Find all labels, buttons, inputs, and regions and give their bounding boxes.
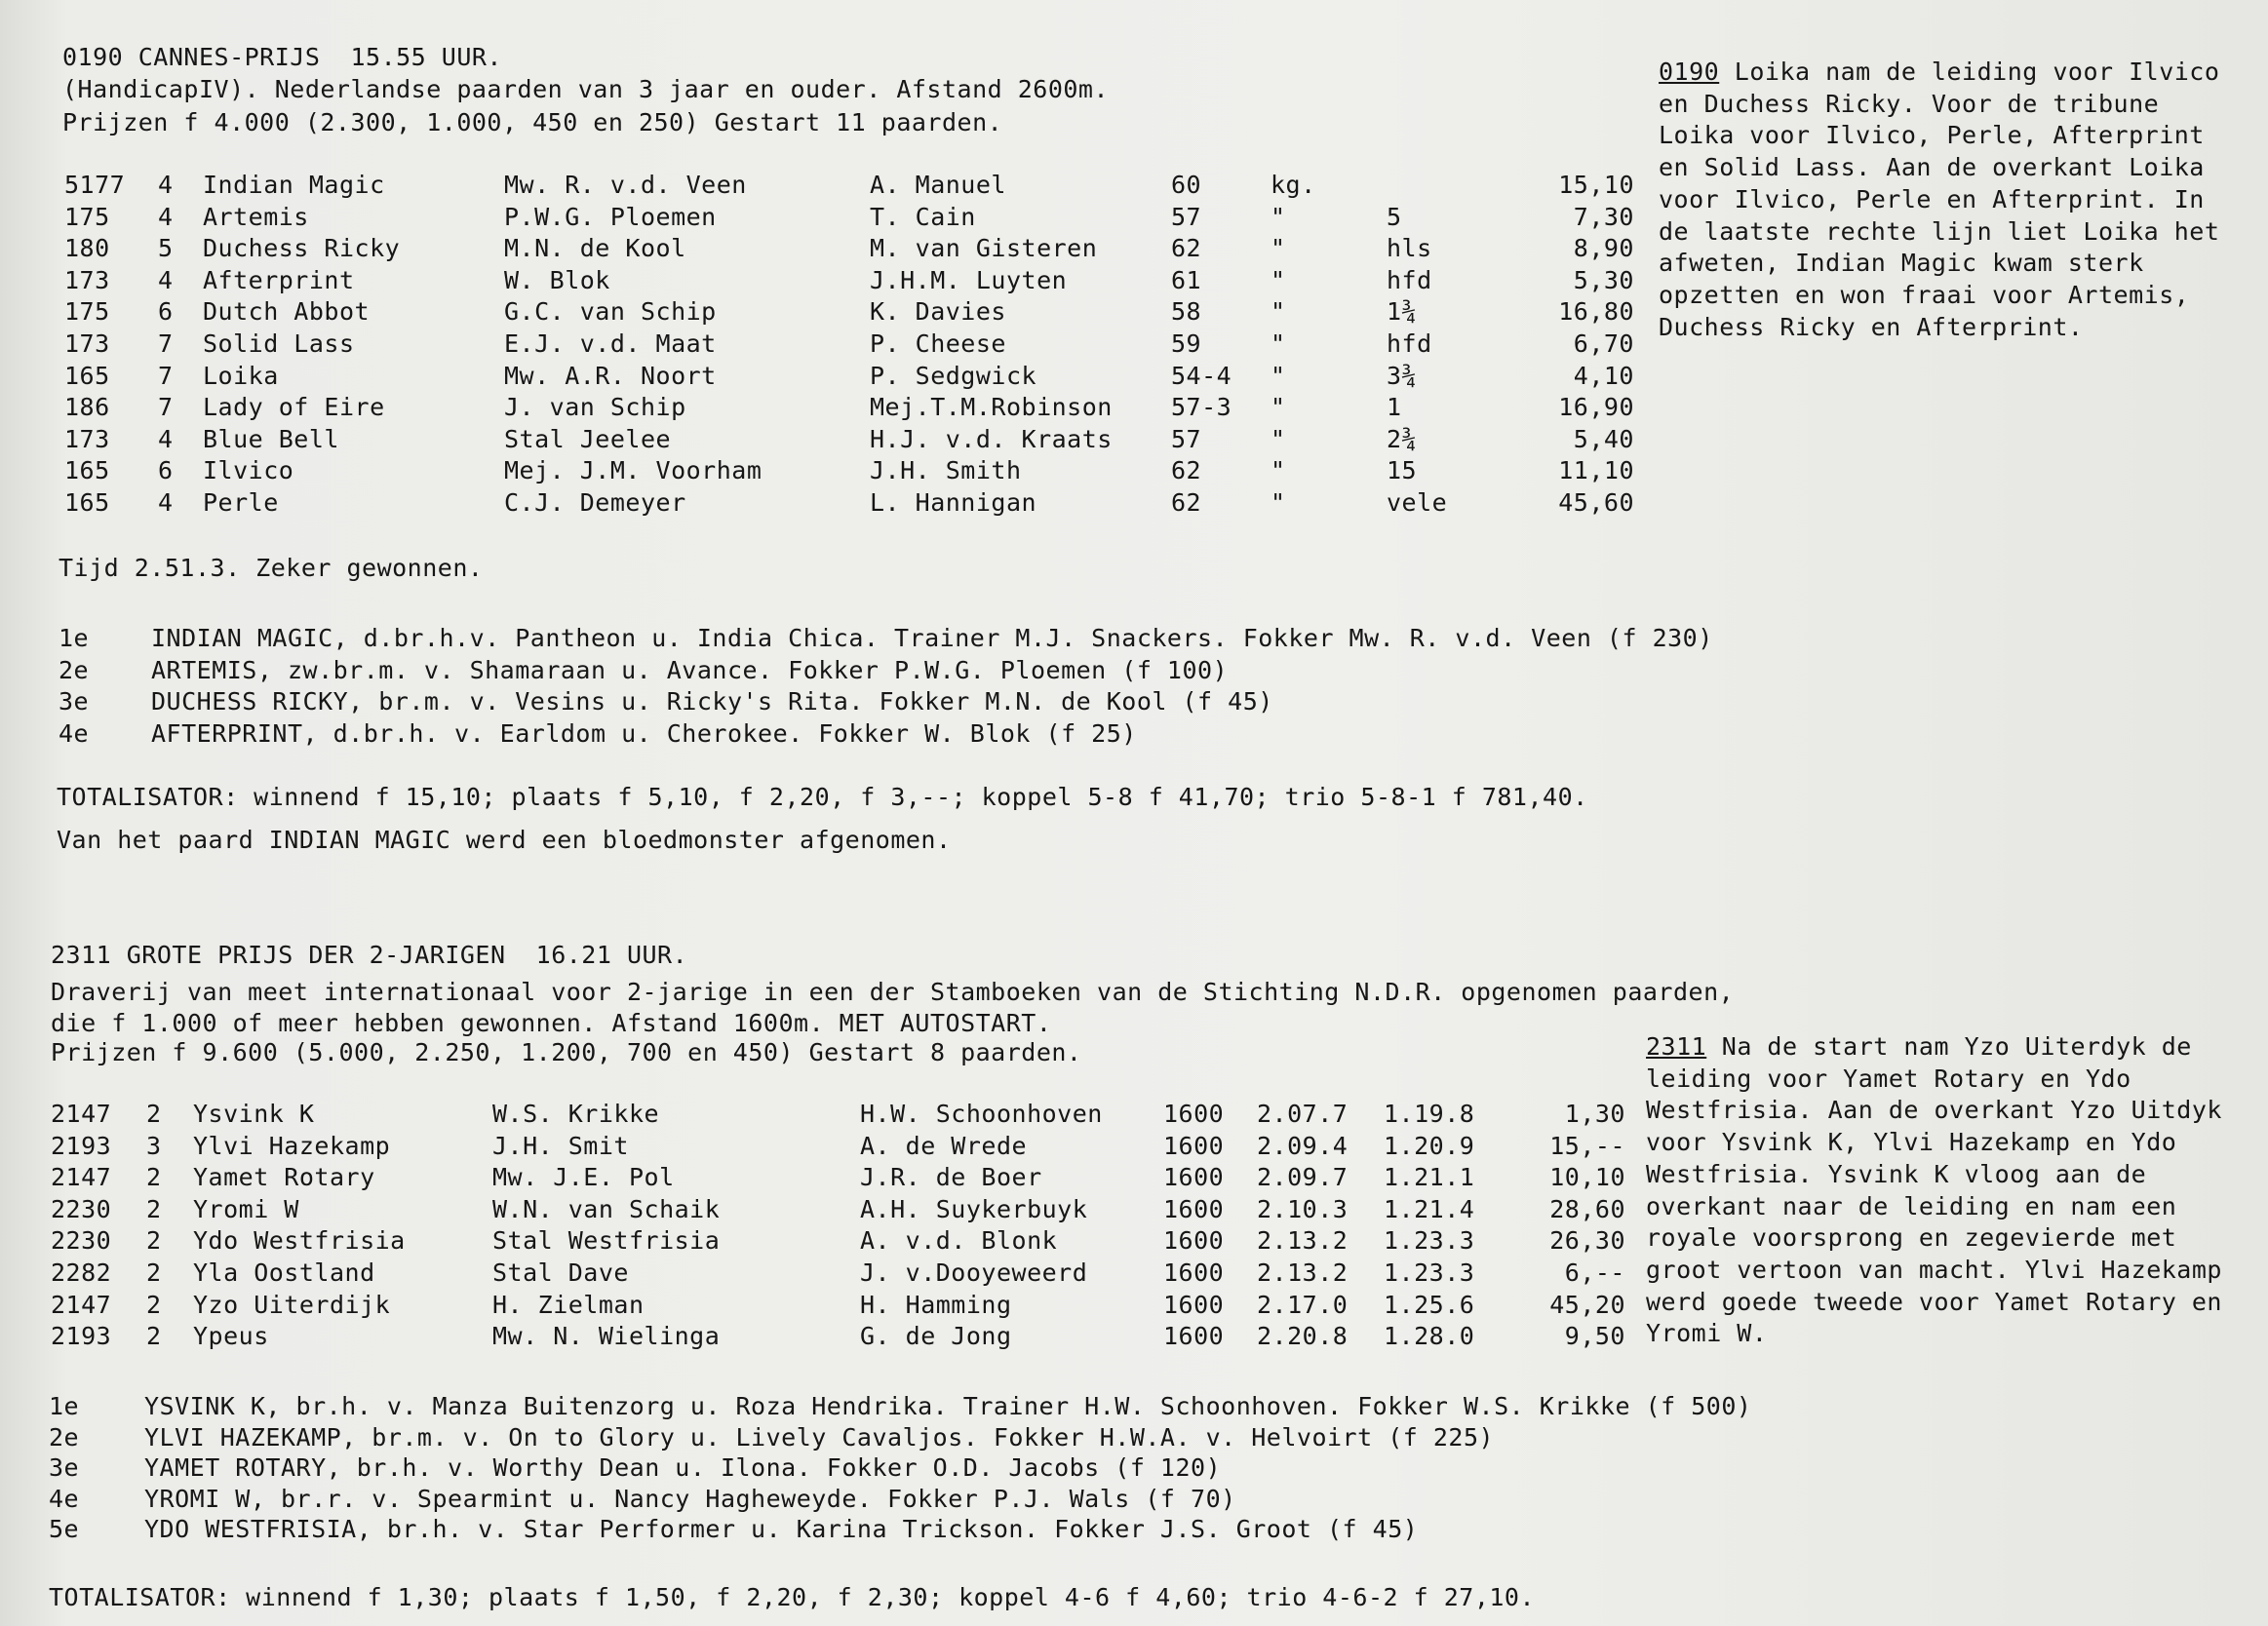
race2-result-time: 2.09.7 xyxy=(1257,1163,1349,1192)
race1-result-age: 4 xyxy=(158,488,174,517)
race2-result-ref: 2147 xyxy=(51,1100,112,1128)
race1-result-unit: " xyxy=(1271,202,1286,231)
race1-result-unit: " xyxy=(1271,456,1286,485)
race1-placing-position: 4e xyxy=(59,718,90,748)
race1-result-horse: Perle xyxy=(203,488,279,517)
race1-result-horse: Artemis xyxy=(203,202,309,231)
race2-result-time: 2.20.8 xyxy=(1257,1322,1349,1351)
race2-result-km-time: 1.23.3 xyxy=(1384,1258,1475,1287)
race2-result-ref: 2193 xyxy=(51,1131,112,1160)
race2-result-odds: 45,20 xyxy=(1549,1290,1625,1319)
race1-result-jockey: P. Cheese xyxy=(870,329,1006,358)
race1-result-age: 7 xyxy=(158,329,174,358)
race1-result-ref: 175 xyxy=(64,297,110,327)
race1-result-horse: Ilvico xyxy=(203,456,294,485)
race1-result-age: 7 xyxy=(158,361,174,390)
race2-result-odds: 15,-- xyxy=(1549,1131,1625,1160)
race1-result-ref: 186 xyxy=(64,393,110,422)
race2-result-km-time: 1.21.4 xyxy=(1384,1194,1475,1223)
race2-totalisator: TOTALISATOR: winnend f 1,30; plaats f 1,50, f 2,20, f 2,30; koppel 4-6 f 4,60; trio 4-6-2 f 27,10. xyxy=(49,1583,1536,1611)
race1-result-distance: hfd xyxy=(1387,329,1432,358)
race1-result-horse: Loika xyxy=(203,361,279,390)
race1-conditions: (HandicapIV). Nederlandse paarden van 3 jaar en ouder. Afstand 2600m. xyxy=(62,75,1110,103)
race2-result-driver: J.R. de Boer xyxy=(860,1163,1042,1192)
race1-result-row xyxy=(0,487,2268,519)
race1-result-odds: 15,10 xyxy=(1558,171,1634,199)
race1-result-unit: " xyxy=(1271,265,1286,294)
race1-result-horse: Duchess Ricky xyxy=(203,234,401,263)
race1-result-row xyxy=(0,392,2268,423)
race1-result-owner: E.J. v.d. Maat xyxy=(504,329,717,358)
race1-result-age: 7 xyxy=(158,393,174,422)
race2-result-horse: Yla Oostland xyxy=(193,1258,375,1287)
race2-result-distance: 1600 xyxy=(1163,1322,1225,1351)
race2-result-age: 2 xyxy=(146,1226,162,1256)
race2-result-horse: Ysvink K xyxy=(193,1100,315,1128)
race1-result-age: 4 xyxy=(158,202,174,231)
race2-result-driver: A.H. Suykerbuyk xyxy=(860,1194,1088,1223)
race1-result-age: 4 xyxy=(158,265,174,294)
race2-result-ref: 2282 xyxy=(51,1258,112,1287)
race2-result-ref: 2193 xyxy=(51,1322,112,1351)
race2-result-ref: 2147 xyxy=(51,1163,112,1192)
race2-result-time: 2.13.2 xyxy=(1257,1226,1349,1256)
race1-result-weight: 58 xyxy=(1171,297,1202,327)
race2-placing-position: 2e xyxy=(49,1422,80,1452)
race1-result-weight: 54-4 xyxy=(1171,361,1232,390)
race1-result-row xyxy=(0,361,2268,392)
race2-prizes: Prijzen f 9.600 (5.000, 2.250, 1.200, 700 en 450) Gestart 8 paarden. xyxy=(51,1038,1082,1066)
race2-result-km-time: 1.21.1 xyxy=(1384,1163,1475,1192)
race1-result-unit: " xyxy=(1271,393,1286,422)
race1-totalisator: TOTALISATOR: winnend f 15,10; plaats f 5,10, f 2,20, f 3,--; koppel 5-8 f 41,70; trio 5-8-1 f 781,40. xyxy=(57,783,1588,811)
race1-result-odds: 5,40 xyxy=(1573,424,1634,453)
race1-result-horse: Indian Magic xyxy=(203,171,385,199)
race2-result-owner: W.N. van Schaik xyxy=(492,1194,721,1223)
race2-result-age: 2 xyxy=(146,1258,162,1287)
race2-placing-position: 3e xyxy=(49,1453,80,1482)
race2-placing-position: 4e xyxy=(49,1484,80,1513)
race1-result-distance: 1 xyxy=(1387,393,1402,422)
race1-result-age: 4 xyxy=(158,424,174,453)
race1-result-owner: Mej. J.M. Voorham xyxy=(504,456,763,485)
race2-result-distance: 1600 xyxy=(1163,1131,1225,1160)
race2-result-owner: W.S. Krikke xyxy=(492,1100,660,1128)
race2-result-horse: Yzo Uiterdijk xyxy=(193,1290,391,1319)
race1-result-ref: 165 xyxy=(64,456,110,485)
race1-result-ref: 165 xyxy=(64,361,110,390)
race1-result-weight: 57-3 xyxy=(1171,393,1232,422)
race2-result-driver: A. v.d. Blonk xyxy=(860,1226,1058,1256)
race2-result-age: 2 xyxy=(146,1194,162,1223)
race1-result-odds: 6,70 xyxy=(1573,329,1634,358)
race1-result-ref: 5177 xyxy=(64,171,126,199)
race2-commentary-id: 2311 xyxy=(1646,1032,1707,1061)
race2-result-km-time: 1.28.0 xyxy=(1384,1322,1475,1351)
race2-result-time: 2.10.3 xyxy=(1257,1194,1349,1223)
race2-result-time: 2.17.0 xyxy=(1257,1290,1349,1319)
race2-result-odds: 28,60 xyxy=(1549,1194,1625,1223)
race2-result-age: 2 xyxy=(146,1163,162,1192)
race1-result-weight: 62 xyxy=(1171,456,1202,485)
race1-result-owner: P.W.G. Ploemen xyxy=(504,202,717,231)
race2-result-km-time: 1.23.3 xyxy=(1384,1226,1475,1256)
race2-placing-description: YDO WESTFRISIA, br.h. v. Star Performer u. Karina Trickson. Fokker J.S. Groot (f 45) xyxy=(144,1515,1419,1543)
race1-result-odds: 16,80 xyxy=(1558,297,1634,327)
race1-result-ref: 173 xyxy=(64,265,110,294)
race1-result-odds: 16,90 xyxy=(1558,393,1634,422)
race1-result-jockey: T. Cain xyxy=(870,202,976,231)
race1-placing-description: ARTEMIS, zw.br.m. v. Shamaraan u. Avance. Fokker P.W.G. Ploemen (f 100) xyxy=(151,655,1229,684)
race2-result-odds: 26,30 xyxy=(1549,1226,1625,1256)
race1-prizes: Prijzen f 4.000 (2.300, 1.000, 450 en 250) Gestart 11 paarden. xyxy=(62,108,1003,136)
race2-result-odds: 6,-- xyxy=(1564,1258,1625,1287)
race1-result-horse: Solid Lass xyxy=(203,329,355,358)
race1-result-owner: Mw. A.R. Noort xyxy=(504,361,717,390)
race2-result-age: 2 xyxy=(146,1290,162,1319)
race2-result-time: 2.09.4 xyxy=(1257,1131,1349,1160)
race2-result-driver: H. Hamming xyxy=(860,1290,1012,1319)
race2-result-distance: 1600 xyxy=(1163,1194,1225,1223)
race2-commentary xyxy=(1646,1031,2227,1350)
race1-result-jockey: Mej.T.M.Robinson xyxy=(870,393,1113,422)
race2-result-odds: 1,30 xyxy=(1564,1100,1625,1128)
race2-result-time: 2.07.7 xyxy=(1257,1100,1349,1128)
race2-result-km-time: 1.19.8 xyxy=(1384,1100,1475,1128)
race2-result-distance: 1600 xyxy=(1163,1100,1225,1128)
race1-result-distance: 3¾ xyxy=(1387,361,1418,390)
race1-commentary-text: Loika nam de leiding voor Ilvico en Duchess Ricky. Voor de tribune Loika voor Ilvico, Perle, Afterprint en Solid Lass. Aan de overkant Loika voor Ilvico, Perle en Afterprint. In de laatste rechte lijn liet Loika het afweten, Indian Magic kwam sterk opzetten en won fraai voor Artemis, Duchess Ricky en Afterprint. xyxy=(1659,58,2220,341)
race1-result-unit: " xyxy=(1271,488,1286,517)
race2-result-horse: Yamet Rotary xyxy=(193,1163,375,1192)
race1-result-distance: 5 xyxy=(1387,202,1402,231)
race2-result-odds: 9,50 xyxy=(1564,1322,1625,1351)
race1-result-unit: kg. xyxy=(1271,171,1316,199)
race1-result-jockey: L. Hannigan xyxy=(870,488,1037,517)
race1-result-owner: G.C. van Schip xyxy=(504,297,717,327)
race1-commentary xyxy=(1659,57,2234,343)
race2-result-driver: J. v.Dooyeweerd xyxy=(860,1258,1088,1287)
race1-result-ref: 173 xyxy=(64,329,110,358)
race2-placing-description: YLVI HAZEKAMP, br.m. v. On to Glory u. Lively Cavaljos. Fokker H.W.A. v. Helvoirt (f 225) xyxy=(144,1422,1495,1452)
race2-result-owner: Stal Westfrisia xyxy=(492,1226,721,1256)
race1-result-ref: 175 xyxy=(64,202,110,231)
race1-result-horse: Afterprint xyxy=(203,265,355,294)
race1-result-odds: 5,30 xyxy=(1573,265,1634,294)
race1-note: Van het paard INDIAN MAGIC werd een bloedmonster afgenomen. xyxy=(57,826,952,854)
race2-result-horse: Ydo Westfrisia xyxy=(193,1226,406,1256)
race1-time: Tijd 2.51.3. Zeker gewonnen. xyxy=(59,554,484,582)
race2-result-distance: 1600 xyxy=(1163,1226,1225,1256)
race2-result-owner: Mw. J.E. Pol xyxy=(492,1163,675,1192)
race1-result-odds: 8,90 xyxy=(1573,234,1634,263)
race1-result-owner: C.J. Demeyer xyxy=(504,488,686,517)
race1-result-distance: 2¾ xyxy=(1387,424,1418,453)
race1-result-unit: " xyxy=(1271,234,1286,263)
race2-result-owner: Stal Dave xyxy=(492,1258,629,1287)
race1-result-owner: Mw. R. v.d. Veen xyxy=(504,171,747,199)
race1-result-distance: hfd xyxy=(1387,265,1432,294)
race1-result-weight: 57 xyxy=(1171,202,1202,231)
race1-result-owner: W. Blok xyxy=(504,265,610,294)
race2-result-distance: 1600 xyxy=(1163,1258,1225,1287)
race2-result-odds: 10,10 xyxy=(1549,1163,1625,1192)
race1-result-ref: 180 xyxy=(64,234,110,263)
race2-placing-description: YROMI W, br.r. v. Spearmint u. Nancy Hagheweyde. Fokker P.J. Wals (f 70) xyxy=(144,1484,1236,1513)
race1-result-jockey: J.H. Smith xyxy=(870,456,1022,485)
race2-result-ref: 2230 xyxy=(51,1194,112,1223)
race2-result-owner: J.H. Smit xyxy=(492,1131,629,1160)
race2-result-time: 2.13.2 xyxy=(1257,1258,1349,1287)
race1-result-age: 5 xyxy=(158,234,174,263)
race1-result-age: 6 xyxy=(158,297,174,327)
race1-result-ref: 165 xyxy=(64,488,110,517)
race2-placing-position: 5e xyxy=(49,1515,80,1543)
race1-placing-position: 3e xyxy=(59,687,90,716)
race1-placing-description: INDIAN MAGIC, d.br.h.v. Pantheon u. India Chica. Trainer M.J. Snackers. Fokker Mw. R. v.d. Veen (f 230) xyxy=(151,624,1713,652)
race1-result-unit: " xyxy=(1271,361,1286,390)
race1-result-age: 6 xyxy=(158,456,174,485)
race1-result-unit: " xyxy=(1271,297,1286,327)
race1-result-distance: vele xyxy=(1387,488,1448,517)
race1-result-weight: 62 xyxy=(1171,488,1202,517)
race1-result-owner: J. van Schip xyxy=(504,393,686,422)
race2-result-age: 2 xyxy=(146,1322,162,1351)
race1-result-odds: 11,10 xyxy=(1558,456,1634,485)
race2-result-km-time: 1.25.6 xyxy=(1384,1290,1475,1319)
race1-result-weight: 61 xyxy=(1171,265,1202,294)
race2-placing-description: YSVINK K, br.h. v. Manza Buitenzorg u. Roza Hendrika. Trainer H.W. Schoonhoven. Fokker W.S. Krikke (f 500) xyxy=(144,1392,1752,1420)
race1-result-unit: " xyxy=(1271,424,1286,453)
race1-result-horse: Dutch Abbot xyxy=(203,297,371,327)
race1-result-jockey: A. Manuel xyxy=(870,171,1006,199)
race2-result-age: 3 xyxy=(146,1131,162,1160)
race1-result-weight: 62 xyxy=(1171,234,1202,263)
race1-result-weight: 59 xyxy=(1171,329,1202,358)
race2-result-ref: 2147 xyxy=(51,1290,112,1319)
race1-result-odds: 45,60 xyxy=(1558,488,1634,517)
race1-result-owner: M.N. de Kool xyxy=(504,234,686,263)
race1-result-age: 4 xyxy=(158,171,174,199)
race2-result-age: 2 xyxy=(146,1100,162,1128)
race2-result-horse: Ylvi Hazekamp xyxy=(193,1131,391,1160)
race1-placing-description: AFTERPRINT, d.br.h. v. Earldom u. Cherokee. Fokker W. Blok (f 25) xyxy=(151,718,1137,748)
race1-result-owner: Stal Jeelee xyxy=(504,424,672,453)
race1-result-unit: " xyxy=(1271,329,1286,358)
race1-result-weight: 60 xyxy=(1171,171,1202,199)
race1-result-distance: hls xyxy=(1387,234,1432,263)
race1-result-horse: Lady of Eire xyxy=(203,393,385,422)
race1-result-distance: 1¾ xyxy=(1387,297,1418,327)
race2-result-horse: Yromi W xyxy=(193,1194,299,1223)
race2-result-driver: H.W. Schoonhoven xyxy=(860,1100,1103,1128)
race2-result-driver: A. de Wrede xyxy=(860,1131,1028,1160)
race2-result-driver: G. de Jong xyxy=(860,1322,1012,1351)
race1-result-jockey: J.H.M. Luyten xyxy=(870,265,1068,294)
race1-result-jockey: M. van Gisteren xyxy=(870,234,1098,263)
race1-result-jockey: K. Davies xyxy=(870,297,1006,327)
race2-result-distance: 1600 xyxy=(1163,1290,1225,1319)
race1-result-odds: 7,30 xyxy=(1573,202,1634,231)
race1-commentary-id: 0190 xyxy=(1659,58,1720,86)
race2-title: 2311 GROTE PRIJS DER 2-JARIGEN 16.21 UUR. xyxy=(51,941,688,969)
race1-result-distance: 15 xyxy=(1387,456,1418,485)
race1-result-ref: 173 xyxy=(64,424,110,453)
race1-result-row xyxy=(0,455,2268,486)
race1-result-horse: Blue Bell xyxy=(203,424,339,453)
race2-result-owner: Mw. N. Wielinga xyxy=(492,1322,721,1351)
race2-result-ref: 2230 xyxy=(51,1226,112,1256)
race2-result-owner: H. Zielman xyxy=(492,1290,645,1319)
race1-placing-position: 1e xyxy=(59,624,90,652)
race1-result-weight: 57 xyxy=(1171,424,1202,453)
race1-result-row xyxy=(0,424,2268,455)
race2-result-horse: Ypeus xyxy=(193,1322,269,1351)
race2-commentary-text: Na de start nam Yzo Uiterdyk de leiding voor Yamet Rotary en Ydo Westfrisia. Aan de overkant Yzo Uitdyk voor Ysvink K, Ylvi Hazekamp en Ydo Westfrisia. Ysvink K vloog aan de overkant naar de leiding en nam een royale voorsprong en zegevierde met groot vertoon van macht. Ylvi Hazekamp werd goede tweede voor Yamet Rotary en Yromi W. xyxy=(1646,1032,2222,1348)
race2-placing-description: YAMET ROTARY, br.h. v. Worthy Dean u. Ilona. Fokker O.D. Jacobs (f 120) xyxy=(144,1453,1222,1482)
race2-result-distance: 1600 xyxy=(1163,1163,1225,1192)
race1-result-jockey: P. Sedgwick xyxy=(870,361,1037,390)
race1-result-jockey: H.J. v.d. Kraats xyxy=(870,424,1113,453)
race2-conditions: Draverij van meet internationaal voor 2-jarige in een der Stamboeken van de Stichting N.D.R. opgenomen paarden, xyxy=(51,978,1735,1006)
race2-result-km-time: 1.20.9 xyxy=(1384,1131,1475,1160)
race1-title: 0190 CANNES-PRIJS 15.55 UUR. xyxy=(62,43,502,71)
race1-placing-position: 2e xyxy=(59,655,90,684)
race1-placing-description: DUCHESS RICKY, br.m. v. Vesins u. Ricky's Rita. Fokker M.N. de Kool (f 45) xyxy=(151,687,1273,716)
race1-result-odds: 4,10 xyxy=(1573,361,1634,390)
race2-conditions-cont: die f 1.000 of meer hebben gewonnen. Afstand 1600m. MET AUTOSTART. xyxy=(51,1009,1052,1037)
race2-placing-position: 1e xyxy=(49,1392,80,1420)
